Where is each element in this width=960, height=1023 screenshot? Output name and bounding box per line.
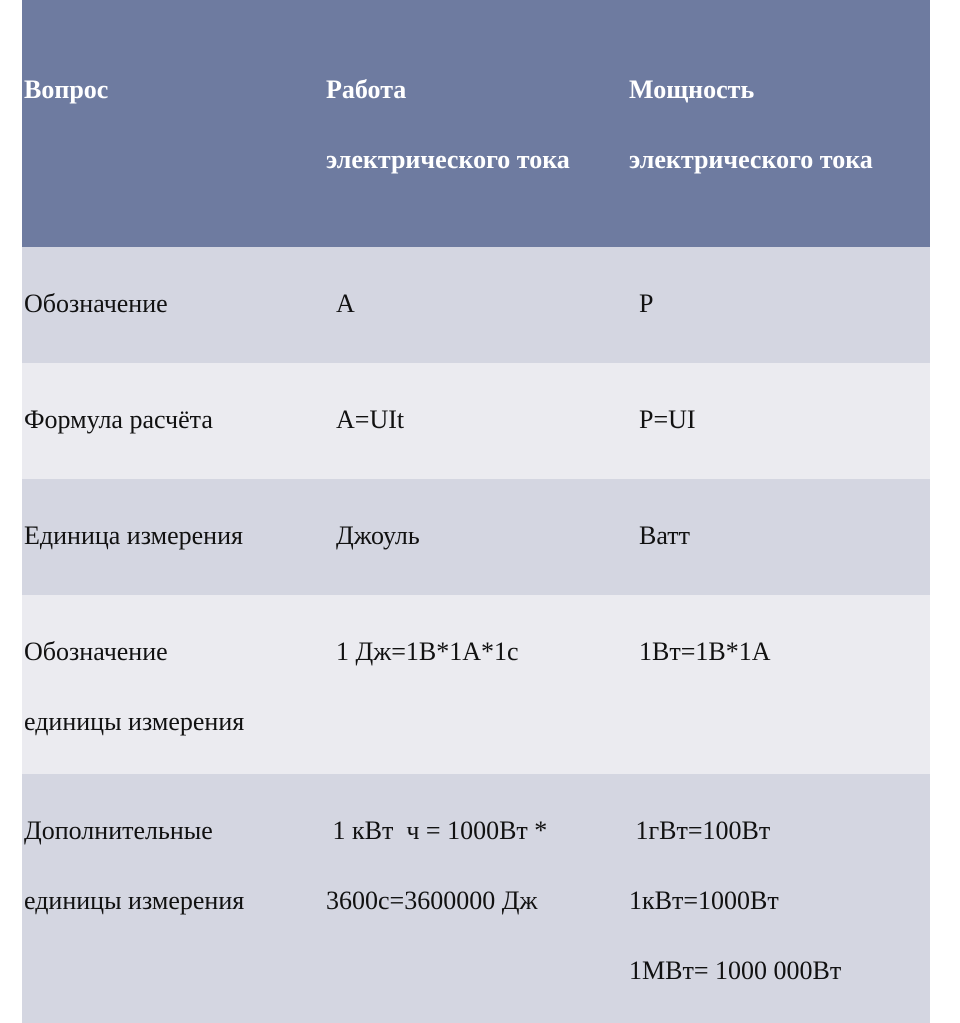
table-row <box>22 595 930 774</box>
header-work <box>324 0 627 247</box>
cell-line: 1 Дж=1В*1А*1с <box>336 637 519 666</box>
cell-power <box>627 479 930 595</box>
table-row <box>22 479 930 595</box>
cell-line: P <box>639 289 654 318</box>
cell-work <box>324 479 627 595</box>
header-row <box>22 0 930 247</box>
cell-line: 1кВт=1000Вт <box>629 886 779 915</box>
cell-work <box>324 774 627 1023</box>
cell-line: Единица измерения <box>24 521 243 550</box>
header-power <box>627 0 930 247</box>
table-row <box>22 363 930 479</box>
cell-line: 1 кВт ч = 1000Вт * <box>326 816 548 845</box>
cell-line: 1Вт=1В*1А <box>639 637 771 666</box>
cell-work <box>324 595 627 774</box>
header-question-line: Вопрос <box>24 75 109 104</box>
cell-power <box>627 774 930 1023</box>
header-work-line: Работа <box>326 75 407 104</box>
cell-question <box>22 363 324 479</box>
cell-line: A <box>336 289 355 318</box>
comparison-table <box>22 0 930 1023</box>
cell-line: Ватт <box>639 521 690 550</box>
cell-line: A=UIt <box>336 405 405 434</box>
header-power-line: электрического тока <box>629 145 873 174</box>
cell-power <box>627 595 930 774</box>
cell-line: 1гВт=100Вт <box>629 816 771 845</box>
cell-line: Джоуль <box>336 521 420 550</box>
cell-line: Обозначение <box>24 289 168 318</box>
table-row <box>22 774 930 1023</box>
comparison-table-container <box>22 0 930 985</box>
cell-line: 3600с=3600000 Дж <box>326 886 538 915</box>
cell-line: Обозначение <box>24 637 168 666</box>
cell-line: единицы измерения <box>24 707 245 736</box>
cell-work <box>324 363 627 479</box>
cell-question <box>22 774 324 1023</box>
cell-work <box>324 247 627 363</box>
header-power-line: Мощность <box>629 75 755 104</box>
cell-line: P=UI <box>639 405 696 434</box>
cell-power <box>627 247 930 363</box>
header-question <box>22 0 324 247</box>
cell-line: Формула расчёта <box>24 405 213 434</box>
cell-line: Дополнительные <box>24 816 213 845</box>
cell-power <box>627 363 930 479</box>
cell-line: единицы измерения <box>24 886 245 915</box>
cell-line: 1МВт= 1000 000Вт <box>629 956 842 985</box>
cell-question <box>22 247 324 363</box>
cell-question <box>22 479 324 595</box>
table-row <box>22 247 930 363</box>
header-work-line: электрического тока <box>326 145 570 174</box>
cell-question <box>22 595 324 774</box>
